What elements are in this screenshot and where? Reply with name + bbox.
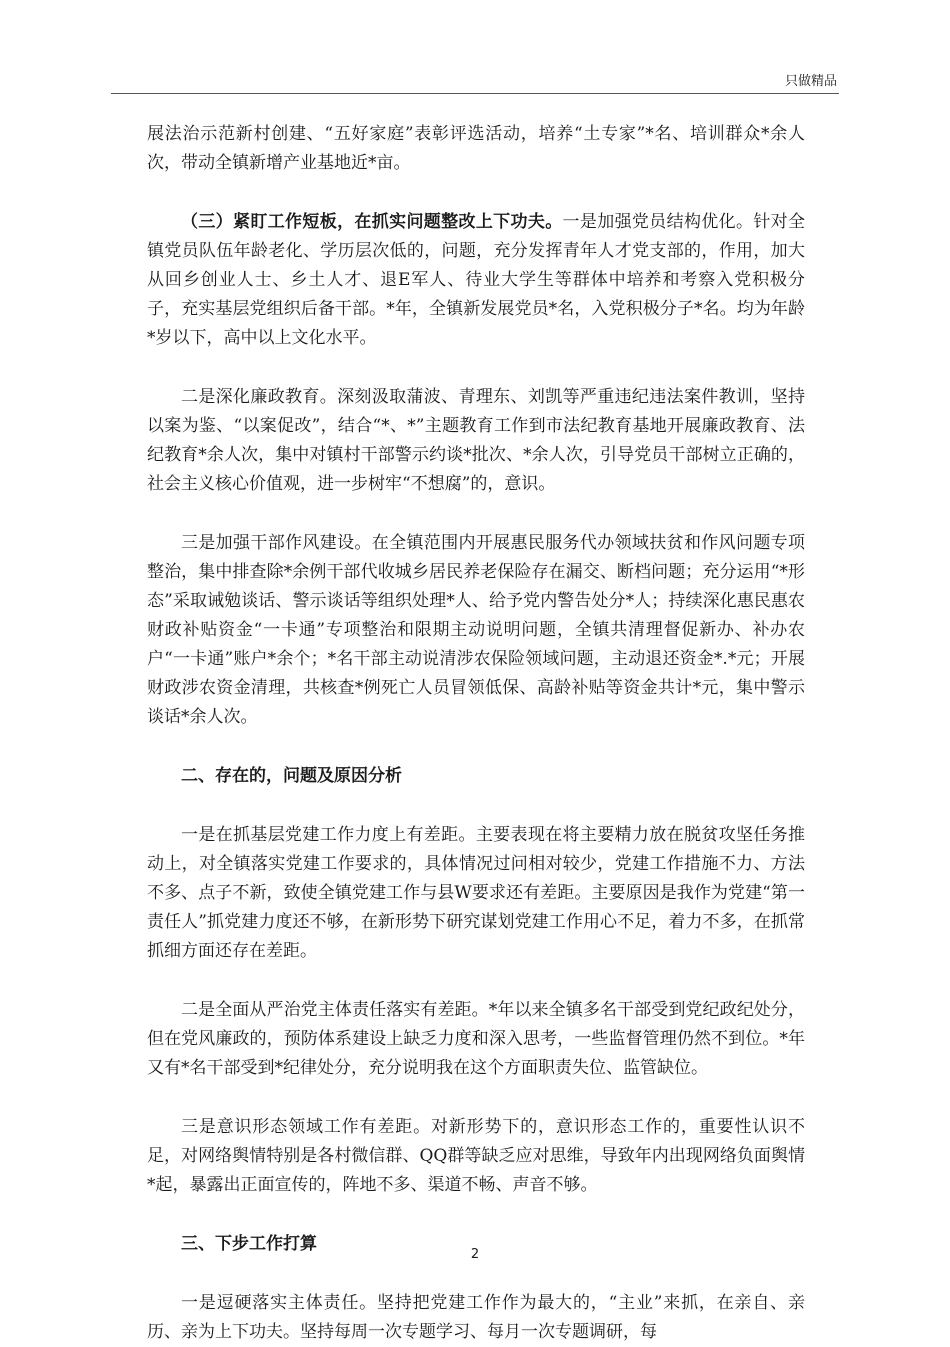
header-note: 只做精品 <box>784 74 837 89</box>
paragraph-problem-3: 三是意识形态领域工作有差距。对新形势下的，意识形态工作的，重要性认识不足，对网络舆情特别是各村微信群、QQ群等缺乏应对思维，导致年内出现网络负面舆情*起，暴露出正面宣传的，阵地不多、渠道不畅、声音不够。 <box>147 1117 805 1195</box>
paragraph-integrity-education: 二是深化廉政教育。深刻汲取蒲波、青理东、刘凯等严重违纪违法案件教训，坚持以案为鉴、“以案促改”，结合“*、*”主题教育工作到市法纪教育基地开展廉政教育、法纪教育*余人次，集中对镇村干部警示约谈*批次、*余人次，引导党员干部树立正确的，社会主义核心价值观，进一步树牢“不想腐”的，意识。 <box>147 387 805 494</box>
section-lead-heading: （三）紧盯工作短板，在抓实问题整改上下功夫。 <box>181 212 563 232</box>
document-body <box>147 120 805 1347</box>
page-number: 2 <box>470 1247 480 1262</box>
paragraph-problem-1: 一是在抓基层党建工作力度上有差距。主要表现在将主要精力放在脱贫攻坚任务推动上，对全镇落实党建工作要求的，具体情况过问相对较少，党建工作措施不力、方法不多、点子不新，致使全镇党建工作与县W要求还有差距。主要原因是我作为党建“第一责任人”抓党建力度还不够，在新形势下研究谋划党建工作用心不足，着力不多，在抓常抓细方面还存在差距。 <box>147 825 805 961</box>
paragraph-next-step-1: 一是逗硬落实主体责任。坚持把党建工作作为最大的，“主业”来抓，在亲自、亲历、亲为上下功夫。坚持每周一次专题学习、每月一次专题调研，每 <box>147 1293 805 1342</box>
paragraph-continuation: 展法治示范新村创建、“五好家庭”表彰评选活动，培养“土专家”*名、培训群众*余人次，带动全镇新增产业基地近*亩。 <box>147 124 805 173</box>
paragraph-section-3 <box>147 208 805 353</box>
paragraph-body: 一是加强党员结构优化。针对全镇党员队伍年龄老化、学历层次低的，问题，充分发挥青年人才党支部的，作用，加大从回乡创业人士、乡土人才、退E军人、待业大学生等群体中培养和考察入党积极分子，充实基层党组织后备干部。*年，全镇新发展党员*名，入党积极分子*名。均为年龄*岁以下，高中以上文化水平。 <box>147 212 806 348</box>
paragraph-problem-2: 二是全面从严治党主体责任落实有差距。*年以来全镇多名干部受到党纪政纪处分，但在党风廉政的，预防体系建设上缺乏力度和深入思考，一些监督管理仍然不到位。*年又有*名干部受到*纪律处分，充分说明我在这个方面职责失位、监管缺位。 <box>147 1000 805 1078</box>
heading-problems: 二、存在的，问题及原因分析 <box>181 766 402 786</box>
paragraph-cadre-style: 三是加强干部作风建设。在全镇范围内开展惠民服务代办领域扶贫和作风问题专项整治，集中排查除*余例干部代收城乡居民养老保险存在漏交、断档问题；充分运用“*形态”采取诫勉谈话、警示谈话等组织处理*人、给予党内警告处分*人；持续深化惠民惠农财政补贴资金“一卡通”专项整治和限期主动说明问题，全镇共清理督促新办、补办农户“一卡通”账户*余个；*名干部主动说清涉农保险领域问题，主动退还资金*.*元；开展财政涉农资金清理，共核查*例死亡人员冒领低保、高龄补贴等资金共计*元，集中警示谈话*余人次。 <box>147 533 805 727</box>
header-divider <box>111 93 839 94</box>
heading-next-steps: 三、下步工作打算 <box>181 1234 317 1254</box>
